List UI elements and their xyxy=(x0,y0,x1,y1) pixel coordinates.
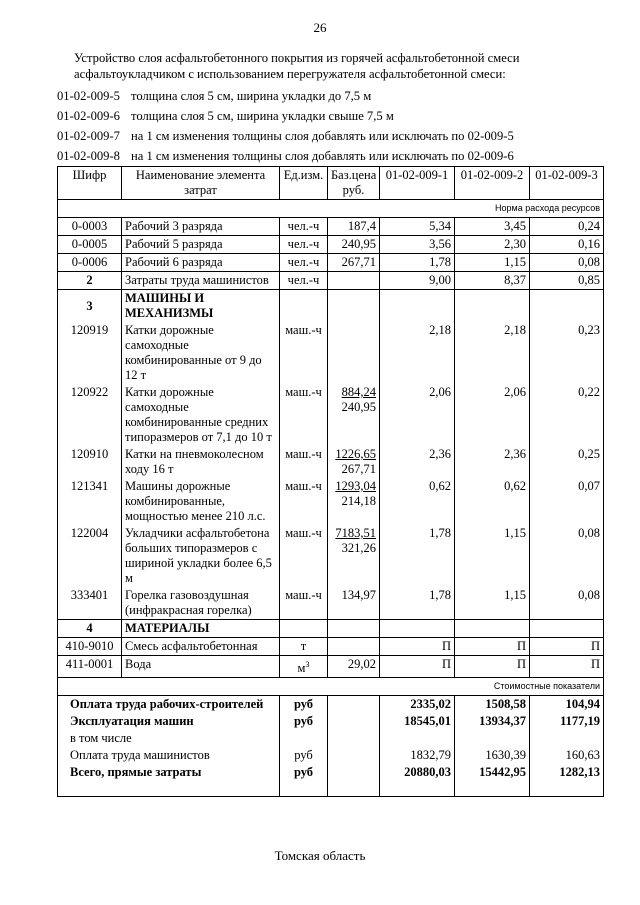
row-value-1: 2,18 xyxy=(380,322,455,384)
row-value-2: 2,36 xyxy=(455,446,530,478)
row-name: Вода xyxy=(122,656,280,678)
row-value-2: П xyxy=(455,656,530,678)
row-name: Катки дорожные самоходные комбинированные средних типоразмеров от 7,1 до 10 т xyxy=(122,384,280,446)
row-code: 411-0001 xyxy=(58,656,122,678)
row-code: 410-9010 xyxy=(58,638,122,656)
summary-label: Оплата труда рабочих-строителей xyxy=(58,696,280,714)
summary-value-1: 1832,79 xyxy=(380,747,455,764)
price-top: 884,24 xyxy=(341,385,376,399)
row-code: 120910 xyxy=(58,446,122,478)
row-name: Смесь асфальтобетонная xyxy=(122,638,280,656)
section-title: МАШИНЫ И МЕХАНИЗМЫ xyxy=(122,290,280,323)
summary-unit: руб xyxy=(280,696,328,714)
row-price: 187,4 xyxy=(328,218,380,236)
row-value-2: 1,15 xyxy=(455,525,530,587)
table-row xyxy=(58,656,604,678)
header-name: Наименование элемента затрат xyxy=(122,167,280,200)
row-value-1: П xyxy=(380,638,455,656)
price-bottom: 214,18 xyxy=(341,494,376,508)
header-price: Баз.цена руб. xyxy=(328,167,380,200)
summary-value-3: 104,94 xyxy=(530,696,604,714)
summary-value-2 xyxy=(455,730,530,747)
header-col2: 01-02-009-2 xyxy=(455,167,530,200)
row-code: 120919 xyxy=(58,322,122,384)
summary-value-2: 1508,58 xyxy=(455,696,530,714)
summary-value-3: 1177,19 xyxy=(530,713,604,730)
row-value-2: 2,18 xyxy=(455,322,530,384)
row-price: 134,97 xyxy=(328,587,380,620)
row-value-2: 2,06 xyxy=(455,384,530,446)
row-name: Машины дорожные комбинированные, мощностью менее 210 л.с. xyxy=(122,478,280,525)
row-value-1: 1,78 xyxy=(380,525,455,587)
header-code: Шифр xyxy=(58,167,122,200)
table-row xyxy=(58,587,604,620)
row-value-2: 3,45 xyxy=(455,218,530,236)
resource-table xyxy=(57,166,604,797)
row-value-1: 2,36 xyxy=(380,446,455,478)
row-code: 0-0005 xyxy=(58,236,122,254)
table-row xyxy=(58,254,604,272)
row-value-3: 0,24 xyxy=(530,218,604,236)
intro-text: Устройство слоя асфальтобетонного покрытия из горячей асфальтобетонной смеси асфальтоукладчиком с использованием перегружателя асфальтобетонной смеси: xyxy=(74,51,520,81)
summary-label: Всего, прямые затраты xyxy=(58,764,280,797)
row-value-3: П xyxy=(530,638,604,656)
table-row xyxy=(58,478,604,525)
row-code: 122004 xyxy=(58,525,122,587)
header-unit: Ед.изм. xyxy=(280,167,328,200)
row-name: Катки дорожные самоходные комбинированные от 9 до 12 т xyxy=(122,322,280,384)
row-price xyxy=(328,322,380,384)
price-top: 1226,65 xyxy=(335,447,376,461)
row-value-2: П xyxy=(455,638,530,656)
subheader-costs: Стоимостные показатели xyxy=(58,678,604,696)
summary-value-3: 1282,13 xyxy=(530,764,604,797)
row-value-1: 0,62 xyxy=(380,478,455,525)
row-unit: чел.-ч xyxy=(280,218,328,236)
table-header-row xyxy=(58,167,604,200)
row-value-2: 8,37 xyxy=(455,272,530,290)
row-code: 333401 xyxy=(58,587,122,620)
row-code: 0-0006 xyxy=(58,254,122,272)
row-value-1: 9,00 xyxy=(380,272,455,290)
row-code: 0-0003 xyxy=(58,218,122,236)
price-bottom: 321,26 xyxy=(341,541,376,555)
row-unit xyxy=(280,656,328,678)
code-line xyxy=(57,126,617,146)
summary-row xyxy=(58,730,604,747)
row-code: 120922 xyxy=(58,384,122,446)
row-name: Рабочий 6 разряда xyxy=(122,254,280,272)
subheader-norms-row xyxy=(58,200,604,218)
summary-value-1: 2335,02 xyxy=(380,696,455,714)
row-code: 121341 xyxy=(58,478,122,525)
table-row xyxy=(58,525,604,587)
summary-row xyxy=(58,713,604,730)
summary-value-1 xyxy=(380,730,455,747)
table-row xyxy=(58,638,604,656)
code-description: на 1 см изменения толщины слоя добавлять или исключать по 02-009-5 xyxy=(131,129,514,143)
section-code: 4 xyxy=(58,620,122,638)
section-heading-row xyxy=(58,620,604,638)
row-unit: чел.-ч xyxy=(280,272,328,290)
row-unit: маш.-ч xyxy=(280,446,328,478)
row-value-3: 0,08 xyxy=(530,587,604,620)
summary-value-2: 13934,37 xyxy=(455,713,530,730)
summary-row xyxy=(58,696,604,714)
table-row xyxy=(58,236,604,254)
row-value-1: П xyxy=(380,656,455,678)
row-value-3: 0,85 xyxy=(530,272,604,290)
summary-row xyxy=(58,764,604,797)
code-description: толщина слоя 5 см, ширина укладки свыше 7,5 м xyxy=(131,109,394,123)
row-name: Горелка газовоздушная (инфракрасная горелка) xyxy=(122,587,280,620)
row-value-1: 2,06 xyxy=(380,384,455,446)
code-line xyxy=(57,146,617,166)
row-name: Катки на пневмоколесном ходу 16 т xyxy=(122,446,280,478)
unit-superscript: 3 xyxy=(305,660,310,669)
row-value-3: 0,07 xyxy=(530,478,604,525)
table-row xyxy=(58,322,604,384)
row-value-3: П xyxy=(530,656,604,678)
row-unit: маш.-ч xyxy=(280,478,328,525)
summary-value-1: 20880,03 xyxy=(380,764,455,797)
summary-label: Оплата труда машинистов xyxy=(58,747,280,764)
row-value-3: 0,16 xyxy=(530,236,604,254)
row-value-3: 0,25 xyxy=(530,446,604,478)
code-id: 01-02-009-8 xyxy=(57,149,120,163)
row-unit: маш.-ч xyxy=(280,322,328,384)
summary-unit: руб xyxy=(280,713,328,730)
code-id: 01-02-009-6 xyxy=(57,109,120,123)
row-unit: маш.-ч xyxy=(280,525,328,587)
row-value-2: 1,15 xyxy=(455,254,530,272)
row-price xyxy=(328,478,380,525)
machinist-row xyxy=(58,272,604,290)
table-row xyxy=(58,218,604,236)
summary-value-3 xyxy=(530,730,604,747)
page-number: 26 xyxy=(313,20,327,35)
header-col3: 01-02-009-3 xyxy=(530,167,604,200)
summary-unit: руб xyxy=(280,764,328,797)
row-unit: чел.-ч xyxy=(280,236,328,254)
table-row xyxy=(58,384,604,446)
section-code: 3 xyxy=(58,290,122,323)
row-value-1: 3,56 xyxy=(380,236,455,254)
subheader-costs-row xyxy=(58,678,604,696)
summary-value-3: 160,63 xyxy=(530,747,604,764)
row-value-1: 1,78 xyxy=(380,587,455,620)
summary-unit: руб xyxy=(280,747,328,764)
unit-base: м xyxy=(297,661,306,676)
code-description: толщина слоя 5 см, ширина укладки до 7,5 м xyxy=(131,89,372,103)
page-footer: Томская область xyxy=(274,848,366,863)
row-value-3: 0,08 xyxy=(530,525,604,587)
code-description: на 1 см изменения толщины слоя добавлять или исключать по 02-009-6 xyxy=(131,149,514,163)
row-name: Укладчики асфальтобетона больших типоразмеров с шириной укладки более 6,5 м xyxy=(122,525,280,587)
row-price xyxy=(328,446,380,478)
row-price xyxy=(328,272,380,290)
table-row xyxy=(58,446,604,478)
summary-label: в том числе xyxy=(58,730,280,747)
row-name: Затраты труда машинистов xyxy=(122,272,280,290)
row-value-2: 0,62 xyxy=(455,478,530,525)
price-top: 7183,51 xyxy=(335,526,376,540)
row-price xyxy=(328,384,380,446)
section-heading-row xyxy=(58,290,604,323)
summary-value-2: 1630,39 xyxy=(455,747,530,764)
row-unit: т xyxy=(280,638,328,656)
row-price: 240,95 xyxy=(328,236,380,254)
summary-unit xyxy=(280,730,328,747)
row-value-3: 0,08 xyxy=(530,254,604,272)
price-top: 1293,04 xyxy=(335,479,376,493)
row-unit: маш.-ч xyxy=(280,587,328,620)
section-title: МАТЕРИАЛЫ xyxy=(122,620,280,638)
row-value-1: 5,34 xyxy=(380,218,455,236)
row-price: 267,71 xyxy=(328,254,380,272)
row-price xyxy=(328,638,380,656)
code-line xyxy=(57,106,617,126)
price-bottom: 267,71 xyxy=(341,462,376,476)
subheader-norms: Норма расхода ресурсов xyxy=(58,200,604,218)
row-value-1: 1,78 xyxy=(380,254,455,272)
summary-value-2: 15442,95 xyxy=(455,764,530,797)
codes-list xyxy=(57,86,617,166)
row-name: Рабочий 3 разряда xyxy=(122,218,280,236)
row-unit: маш.-ч xyxy=(280,384,328,446)
row-value-3: 0,22 xyxy=(530,384,604,446)
row-price xyxy=(328,525,380,587)
code-line xyxy=(57,86,617,106)
row-unit: чел.-ч xyxy=(280,254,328,272)
price-bottom: 240,95 xyxy=(341,400,376,414)
row-value-2: 1,15 xyxy=(455,587,530,620)
summary-label: Эксплуатация машин xyxy=(58,713,280,730)
row-value-2: 2,30 xyxy=(455,236,530,254)
summary-value-1: 18545,01 xyxy=(380,713,455,730)
header-col1: 01-02-009-1 xyxy=(380,167,455,200)
row-value-3: 0,23 xyxy=(530,322,604,384)
code-id: 01-02-009-5 xyxy=(57,89,120,103)
code-id: 01-02-009-7 xyxy=(57,129,120,143)
row-name: Рабочий 5 разряда xyxy=(122,236,280,254)
row-code: 2 xyxy=(58,272,122,290)
summary-row xyxy=(58,747,604,764)
row-price: 29,02 xyxy=(328,656,380,678)
